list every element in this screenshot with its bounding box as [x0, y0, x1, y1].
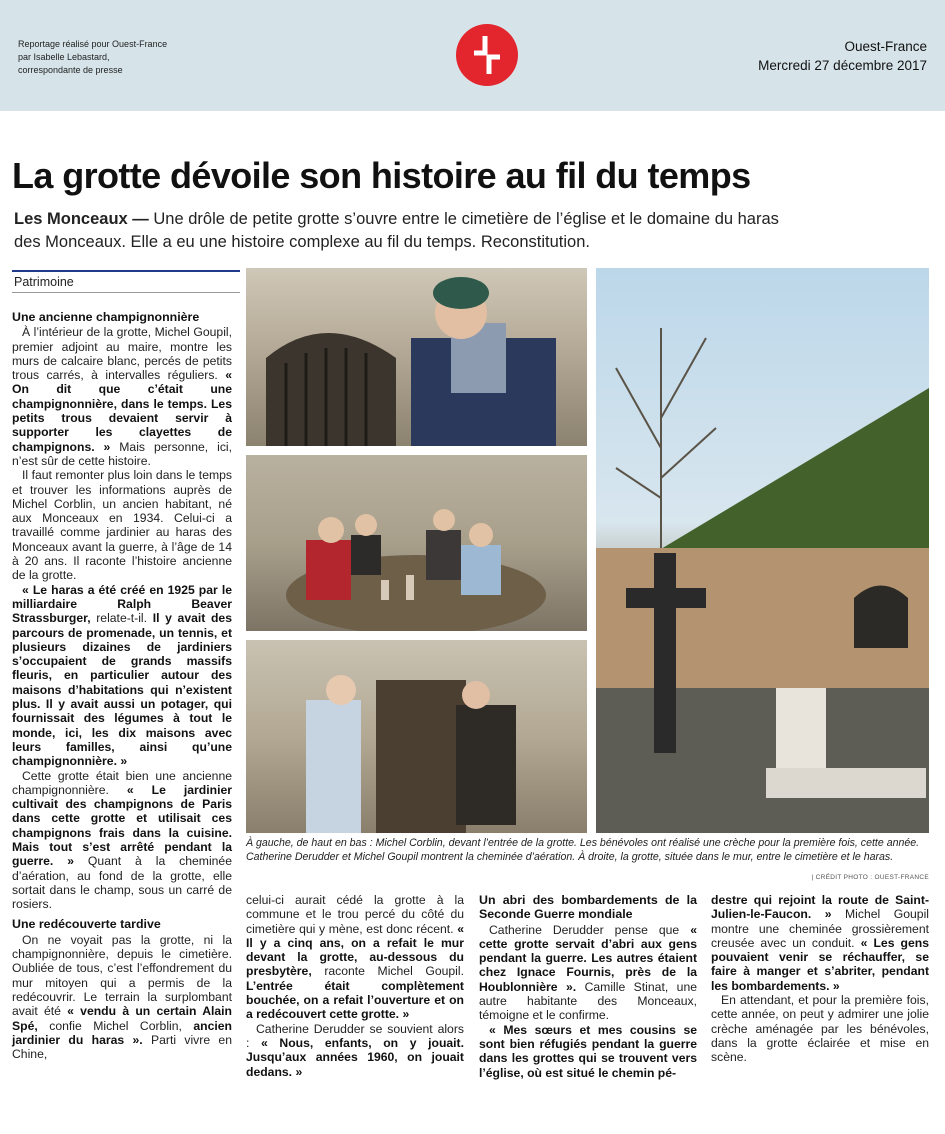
text: Camille Stinat, une autre habitante des Monceaux, témoigne et le confirme.	[479, 979, 697, 1023]
paragraph	[12, 769, 232, 912]
paragraph: Il faut remonter plus loin dans le temps et trouver les informations auprès de Michel Corblin, un ancien habitant, né aux Monceaux en 1934. Celui-ci a travaillé comme jardinier au haras des Monceaux avant la guerre, à l’âge de 14 à 20 ans. Il raconte l’histoire ancienne de la grotte.	[12, 468, 232, 583]
quote: « On dit que c’était une champignonnière, dans le temps. Les petits trous devaient servir à supporter les clayettes de champignons. »	[12, 368, 232, 454]
paragraph	[479, 923, 697, 1023]
credit-line: correspondante de presse	[18, 65, 123, 75]
quote: destre qui rejoint la route de Saint-Julien-le-Faucon. »	[711, 893, 929, 922]
text: relate-t-il.	[90, 611, 153, 626]
credit-line: par Isabelle Lebastard,	[18, 52, 110, 62]
text: Catherine Derudder pense que	[489, 922, 691, 937]
publication-date: Mercredi 27 décembre 2017	[758, 58, 927, 73]
quote: L’entrée était complètement bouchée, on a refait l’ouverture et on a redécouvert cette grotte. »	[246, 978, 464, 1022]
text: Mais personne, ici, n’est sûr de cette histoire.	[12, 439, 233, 468]
photo-michel-corblin-grotte-entrance	[246, 268, 587, 446]
quote: « Les gens pouvaient venir se réchauffer, se faire à manger et s’abriter, pendant les bombardements. »	[711, 935, 930, 993]
photo-illustration	[596, 268, 929, 833]
quote: Il y avait des parcours de promenade, un tennis, et plusieurs dizaines de jardiniers s’occupaient de grands massifs fleuris, en particulier autour des maisons d’habitations qui n’existent plus. Il y avait aussi un potager, qui fournissait des légumes à tout le monde, ici, les dix maisons avec leurs familles, ainsi qu’une champignonnière. »	[12, 611, 232, 769]
subhead-redecouverte: Une redécouverte tardive	[12, 917, 161, 932]
report-credit	[18, 38, 167, 77]
quote: « cette grotte servait d’abri aux gens pendant la guerre. Les autres étaient chez Ignace Fournis, près de la Houblonnière ».	[479, 922, 697, 994]
article-column-3	[479, 893, 697, 1080]
quote: « Il y a cinq ans, on a refait le mur devant la grotte, au-dessous du presbytère,	[246, 921, 464, 979]
dateline: Les Monceaux —	[14, 210, 149, 228]
photo-credit: | CRÉDIT PHOTO : OUEST-FRANCE	[811, 874, 929, 881]
top-banner	[0, 0, 945, 111]
paragraph	[12, 933, 232, 1062]
photo-illustration	[246, 455, 587, 631]
subhead-abri-bombardements: Un abri des bombardements de la Seconde Guerre mondiale	[479, 893, 697, 922]
text: raconte Michel Goupil.	[311, 964, 464, 979]
photo-illustration	[246, 268, 587, 446]
text: Parti vivre en Chine,	[12, 1032, 232, 1062]
article-column-2	[246, 893, 464, 1079]
paragraph	[246, 1022, 464, 1079]
standfirst-text: Une drôle de petite grotte s’ouvre entre le cimetière de l’église et le domaine du haras des Monceaux. Elle a eu une histoire complexe au fil du temps. Reconstitution.	[14, 210, 779, 251]
article-column-4	[711, 893, 929, 1065]
paragraph	[12, 583, 232, 769]
subhead-champignonniere: Une ancienne champignonnière	[12, 310, 200, 324]
quote: « vendu à un certain Alain Spé,	[12, 1004, 232, 1033]
paragraph	[711, 893, 929, 993]
section-rubric: Patrimoine	[12, 270, 240, 293]
photo-grotte-cemetery-wall	[596, 268, 929, 833]
paragraph: En attendant, et pour la première fois, cette année, on peut y admirer une jolie crèche aménagée par les bénévoles, dans la grotte éclairée et mise en scène.	[711, 993, 929, 1065]
text: À l’intérieur de la grotte, Michel Goupil, premier adjoint au maire, montre les murs de calcaire blanc, percés de petits trous carrés, à intervalles réguliers.	[12, 325, 232, 383]
paragraph	[12, 325, 232, 468]
publication-name: Ouest-France	[844, 39, 927, 54]
ouest-france-logo-icon	[456, 24, 518, 86]
quote: « Nous, enfants, on y jouait. Jusqu’aux années 1960, on jouait dedans. »	[246, 1035, 465, 1079]
article-standfirst	[14, 208, 794, 254]
quote: ancien jardinier du haras ».	[12, 1018, 232, 1047]
photo-caption: À gauche, de haut en bas : Michel Corblin, devant l’entrée de la grotte. Les bénévoles ont réalisé une crèche pour la première fois, cette année. Catherine Derudder et Michel Goupil montrent la cheminée d’aération. À droite, la grotte, située dans le mur, entre le cimetière et le haras.	[246, 837, 920, 863]
text: Cette grotte était bien une ancienne champignonnière.	[12, 768, 232, 797]
text: On ne voyait pas la grotte, ni la champignonnière, depuis le cimetière. Oubliée de tous, c’est l’effondrement du mur mitoyen qui a permis de la redécouvrir. Le terrain la surplombant avait été	[12, 932, 232, 1019]
publication-info	[758, 37, 927, 75]
photo-aeration-chimney	[246, 640, 587, 833]
text: Quant à la cheminée d’aération, au fond de la grotte, elle sortait dans le champ, sous un carré de rosiers.	[12, 854, 232, 912]
quote: « Mes sœurs et mes cousins se sont bien réfugiés pendant la guerre dans les grottes qui se trouvent vers l’église, où est situé le chemin pé-	[479, 1022, 697, 1080]
text: celui-ci aurait cédé la grotte à la commune et le trou percé du côté du cimetière qui y mène, est donc récent.	[246, 893, 464, 936]
paragraph	[246, 893, 464, 1022]
paragraph	[479, 1023, 697, 1080]
text: Michel Goupil montre une cheminée grossièrement creusée avec un conduit.	[711, 907, 929, 950]
photo-illustration	[246, 640, 587, 833]
photo-volunteers-creche	[246, 455, 587, 631]
credit-line: Reportage réalisé pour Ouest-France	[18, 39, 168, 49]
text: confie Michel Corblin,	[37, 1018, 194, 1033]
quote: « Le haras a été créé en 1925 par le milliardaire Ralph Beaver Strassburger,	[12, 582, 232, 626]
quote: « Le jardinier cultivait des champignons de Paris dans cette grotte et utilisait ces champignons frais dans la cuisine. Mais tout s’est arrêté pendant la guerre. »	[12, 782, 232, 869]
text: Catherine Derudder se souvient alors :	[246, 1021, 464, 1050]
article-headline: La grotte dévoile son histoire au fil du temps	[12, 155, 751, 196]
article-column-1	[12, 310, 232, 1061]
